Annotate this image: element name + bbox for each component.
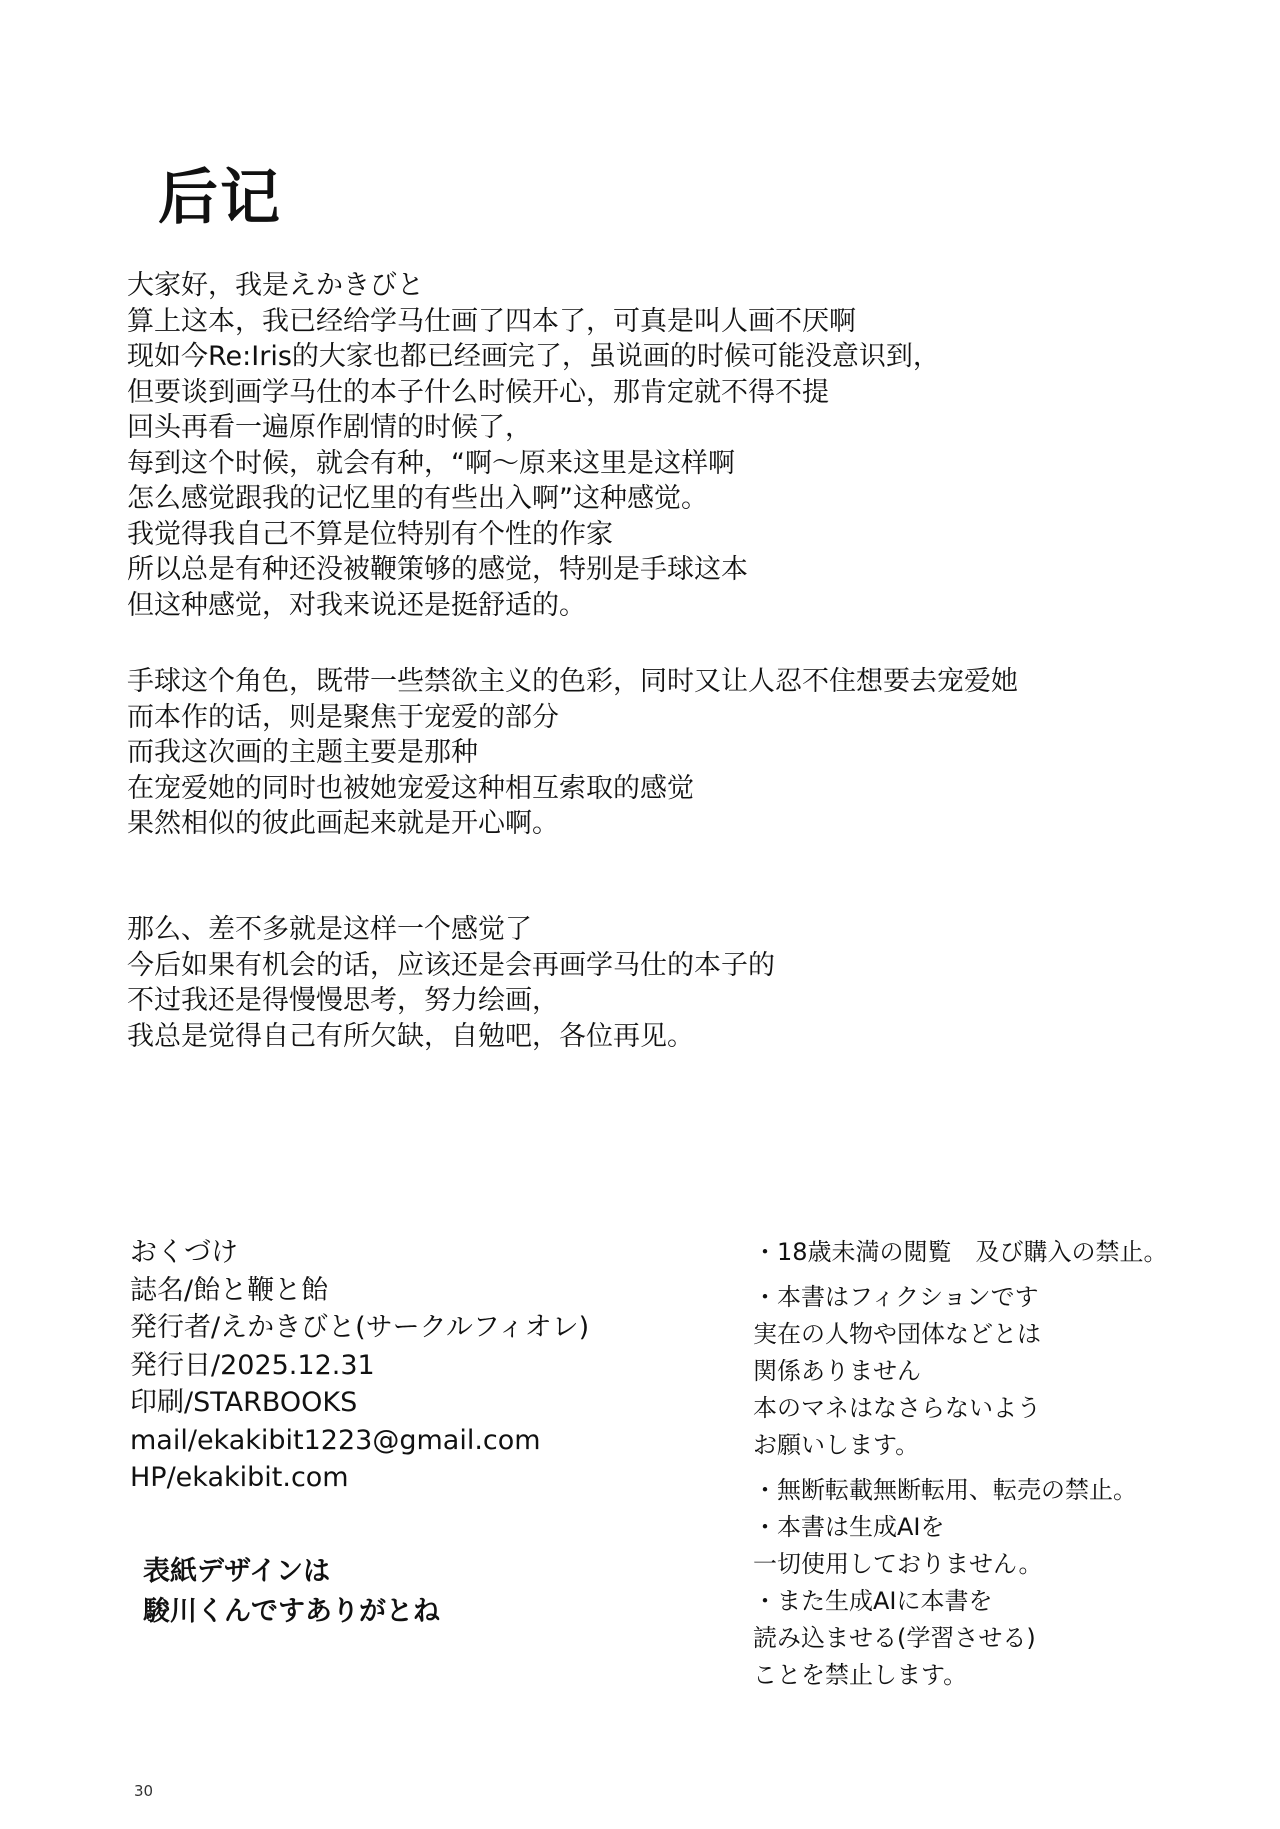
colophon <box>130 1234 589 1497</box>
afterword-paragraph-3 <box>127 912 775 1054</box>
text-line: 読み込ませる(学習させる) <box>753 1624 1036 1652</box>
page-number: 30 <box>134 1782 154 1800</box>
text-line: 一切使用しておりません。 <box>753 1550 1043 1578</box>
notice-age: ・18歳未満の閲覧 及び購入の禁止。 <box>753 1238 1168 1266</box>
text-line: 而本作的话，则是聚焦于宠爱的部分 <box>127 701 559 733</box>
page-title: 后记 <box>158 163 282 233</box>
text-line: 不过我还是得慢慢思考，努力绘画， <box>127 985 559 1016</box>
text-line: 関係ありません <box>753 1357 921 1385</box>
text-line: 今后如果有机会的话，应该还是会再画学马仕的本子的 <box>127 949 775 981</box>
colophon-title: 誌名/飴と鞭と飴 <box>130 1274 329 1306</box>
text-line: 駿川くんですありがとね <box>143 1596 440 1627</box>
text-line: 怎么感觉跟我的记忆里的有些出入啊”这种感觉。 <box>127 483 708 514</box>
colophon-publisher: 発行者/えかきびと(サークルフィオレ) <box>130 1312 590 1343</box>
cover-design-credit <box>143 1552 440 1632</box>
afterword-paragraph-2 <box>127 664 1018 842</box>
text-line: ・また生成AIに本書を <box>753 1587 993 1615</box>
text-line: 在宠爱她的同时也被她宠爱这种相互索取的感觉 <box>127 772 694 804</box>
notice-fiction <box>753 1279 1168 1464</box>
text-line: 但这种感觉，对我来说还是挺舒适的。 <box>127 589 586 621</box>
notice-reprint: ・無断転載無断転用、転売の禁止。 <box>753 1476 1137 1504</box>
text-line: 我总是觉得自己有所欠缺，自勉吧，各位再见。 <box>127 1020 694 1052</box>
text-line: 而我这次画的主题主要是那种 <box>127 737 478 768</box>
text-line: 我觉得我自己不算是位特别有个性的作家 <box>127 518 613 550</box>
text-line: 那么、差不多就是这样一个感觉了 <box>127 914 532 945</box>
notice-ai <box>753 1509 1168 1694</box>
afterword-paragraph-1 <box>127 268 940 623</box>
text-line: ことを禁止します。 <box>753 1661 968 1689</box>
text-line: 本のマネはなさらないよう <box>753 1394 1041 1422</box>
colophon-heading: おくづけ <box>130 1237 238 1268</box>
text-line: 表紙デザインは <box>143 1556 331 1587</box>
text-line: 果然相似的彼此画起来就是开心啊。 <box>127 808 559 839</box>
colophon-date: 発行日/2025.12.31 <box>130 1349 375 1381</box>
text-line: 回头再看一遍原作剧情的时候了， <box>127 412 532 443</box>
notices <box>753 1234 1168 1694</box>
text-line: 现如今Re:Iris的大家也都已经画完了，虽说画的时候可能没意识到， <box>127 341 940 372</box>
text-line: 手球这个角色，既带一些禁欲主义的色彩，同时又让人忍不住想要去宠爱她 <box>127 666 1018 697</box>
text-line: ・本書はフィクションです <box>753 1283 1039 1311</box>
text-line: お願いします。 <box>753 1431 920 1459</box>
text-line: 每到这个时候，就会有种，“啊～原来这里是这样啊 <box>127 447 735 479</box>
colophon-homepage: HP/ekakibit.com <box>130 1462 349 1493</box>
text-line: 但要谈到画学马仕的本子什么时候开心，那肯定就不得不提 <box>127 376 829 408</box>
colophon-mail: mail/ekakibit1223@gmail.com <box>130 1424 541 1456</box>
text-line: 実在の人物や団体などとは <box>753 1320 1041 1348</box>
text-line: ・本書は生成AIを <box>753 1513 945 1541</box>
text-line: 大家好，我是えかきびと <box>127 270 424 301</box>
text-line: 所以总是有种还没被鞭策够的感觉，特别是手球这本 <box>127 554 748 585</box>
text-line: 算上这本，我已经给学马仕画了四本了，可真是叫人画不厌啊 <box>127 305 856 337</box>
colophon-printer: 印刷/STARBOOKS <box>130 1387 358 1418</box>
